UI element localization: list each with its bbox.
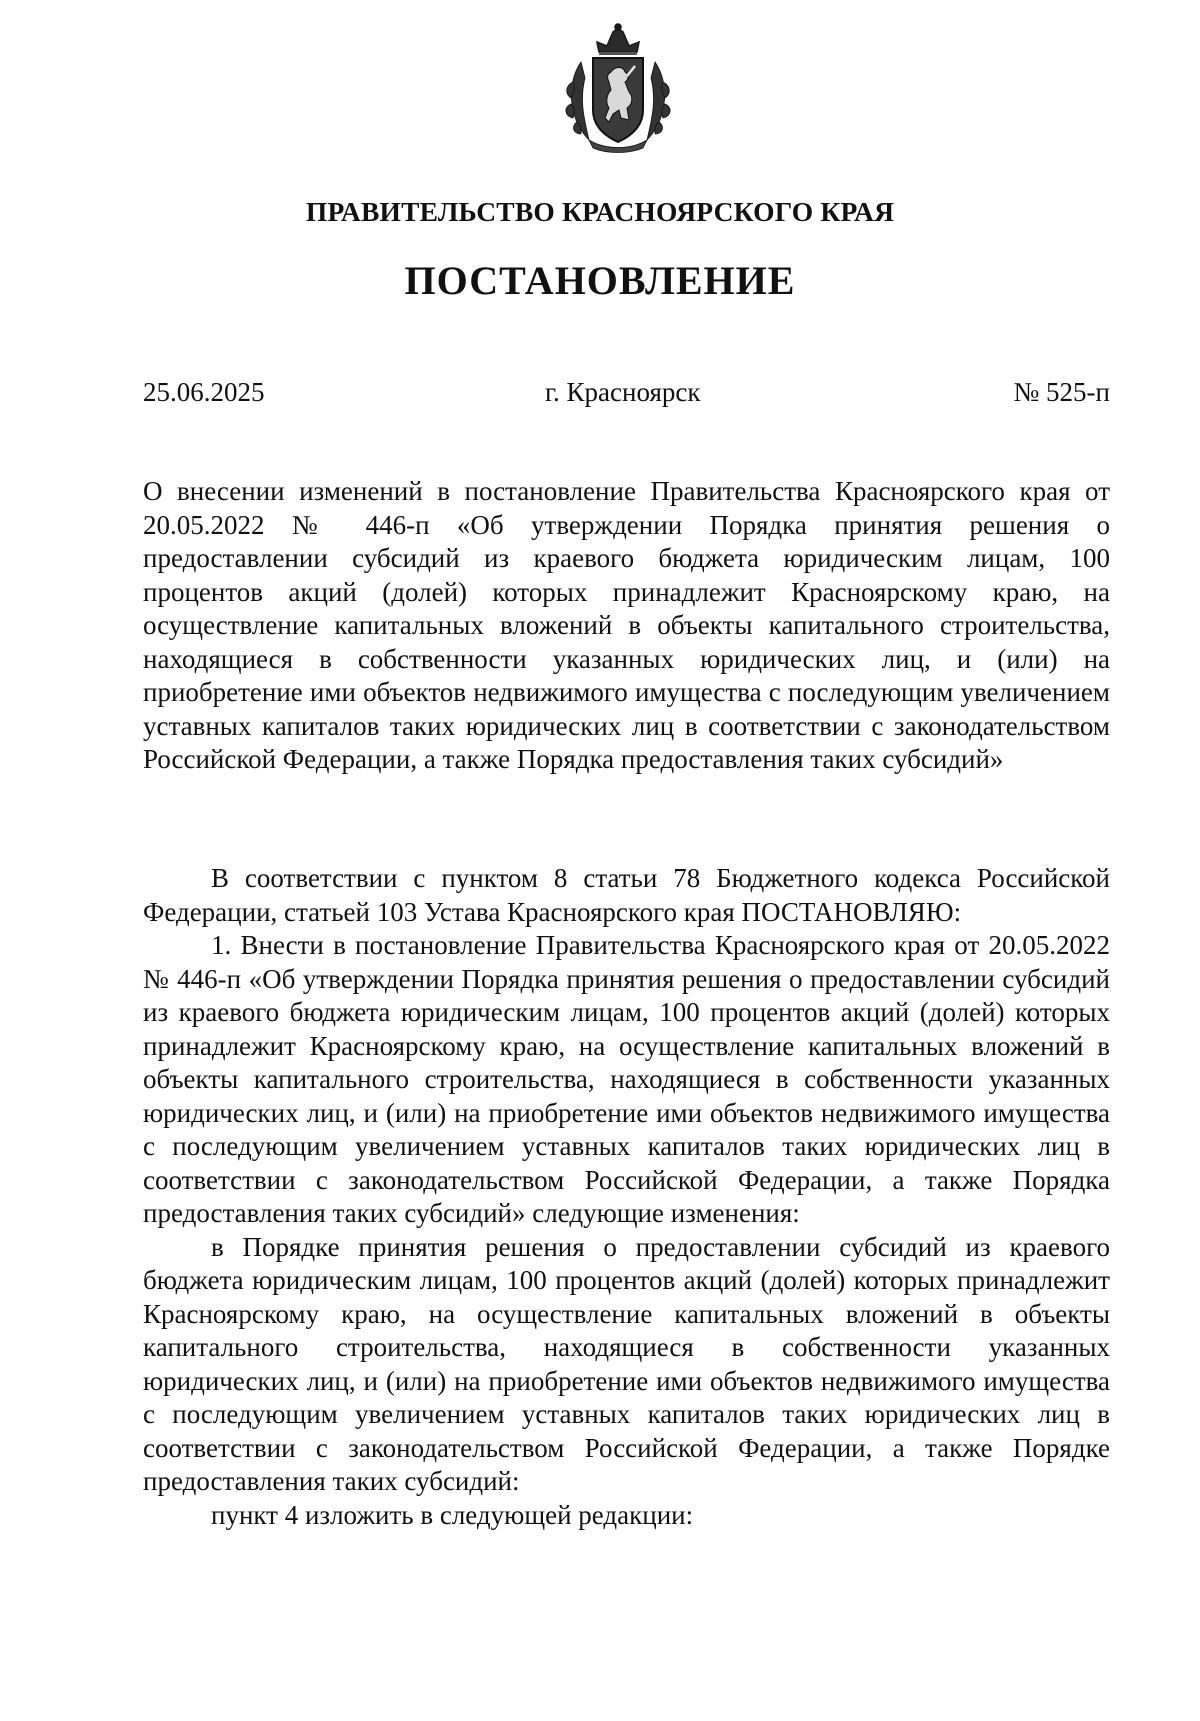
document-number: № 525-п (1013, 377, 1110, 407)
body-paragraph: 1. Внести в постановление Правительства Красноярского края от 20.05.2022 № 446-п «Об утверждении Порядка принятия решения о предоставлении субсидий из краевого бюджета юридическим лицам, 100 процентов акций (долей) которых принадлежит Красноярскому краю, на осуществление капитальных вложений в объекты капитального строительства, находящиеся в собственности указанных юридических лиц, и (или) на приобретение ими объектов недвижимого имущества с последующим увеличением уставных капиталов таких юридических лиц в соответствии с законодательством Российской Федерации, а также Порядка предоставления таких субсидий» следующие изменения: (143, 930, 1110, 1228)
body-paragraph: В соответствии с пунктом 8 статьи 78 Бюджетного кодекса Российской Федерации, статьей 103 Устава Красноярского края ПОСТАНОВЛЯЮ: (143, 863, 1110, 927)
body-paragraph: в Порядке принятия решения о предоставлении субсидий из краевого бюджета юридическим лицам, 100 процентов акций (долей) которых принадлежит Красноярскому краю, на осуществление капитальных вложений в объекты капитального строительства, находящиеся в собственности указанных юридических лиц, и (или) на приобретение ими объектов недвижимого имущества с последующим увеличением уставных капиталов таких юридических лиц в соответствии с законодательством Российской Федерации, а также Порядке предоставления таких субсидий: (143, 1231, 1110, 1496)
coat-of-arms-icon (559, 22, 677, 154)
resolution-body (143, 862, 1110, 1532)
resolution-title: О внесении изменений в постановление Правительства Красноярского края от 20.05.2022 № 446-п «Об утверждении Порядка принятия решения о предоставлении субсидий из краевого бюджета юридическим лицам, 100 процентов акций (долей) которых принадлежит Красноярскому краю, на осуществление капитальных вложений в объекты капитального строительства, находящиеся в собственности указанных юридических лиц, и (или) на приобретение ими объектов недвижимого имущества с последующим увеличением уставных капиталов таких юридических лиц в соответствии с законодательством Российской Федерации, а также Порядка предоставления таких субсидий» (143, 476, 1110, 774)
document-date: 25.06.2025 (143, 377, 265, 407)
document-city: г. Красноярск (545, 377, 701, 407)
organization-name: ПРАВИТЕЛЬСТВО КРАСНОЯРСКОГО КРАЯ (305, 196, 895, 227)
document-meta-row (143, 376, 1110, 410)
document-type-title: ПОСТАНОВЛЕНИЕ (404, 258, 796, 303)
body-paragraph: пункт 4 изложить в следующей редакции: (211, 1499, 694, 1530)
